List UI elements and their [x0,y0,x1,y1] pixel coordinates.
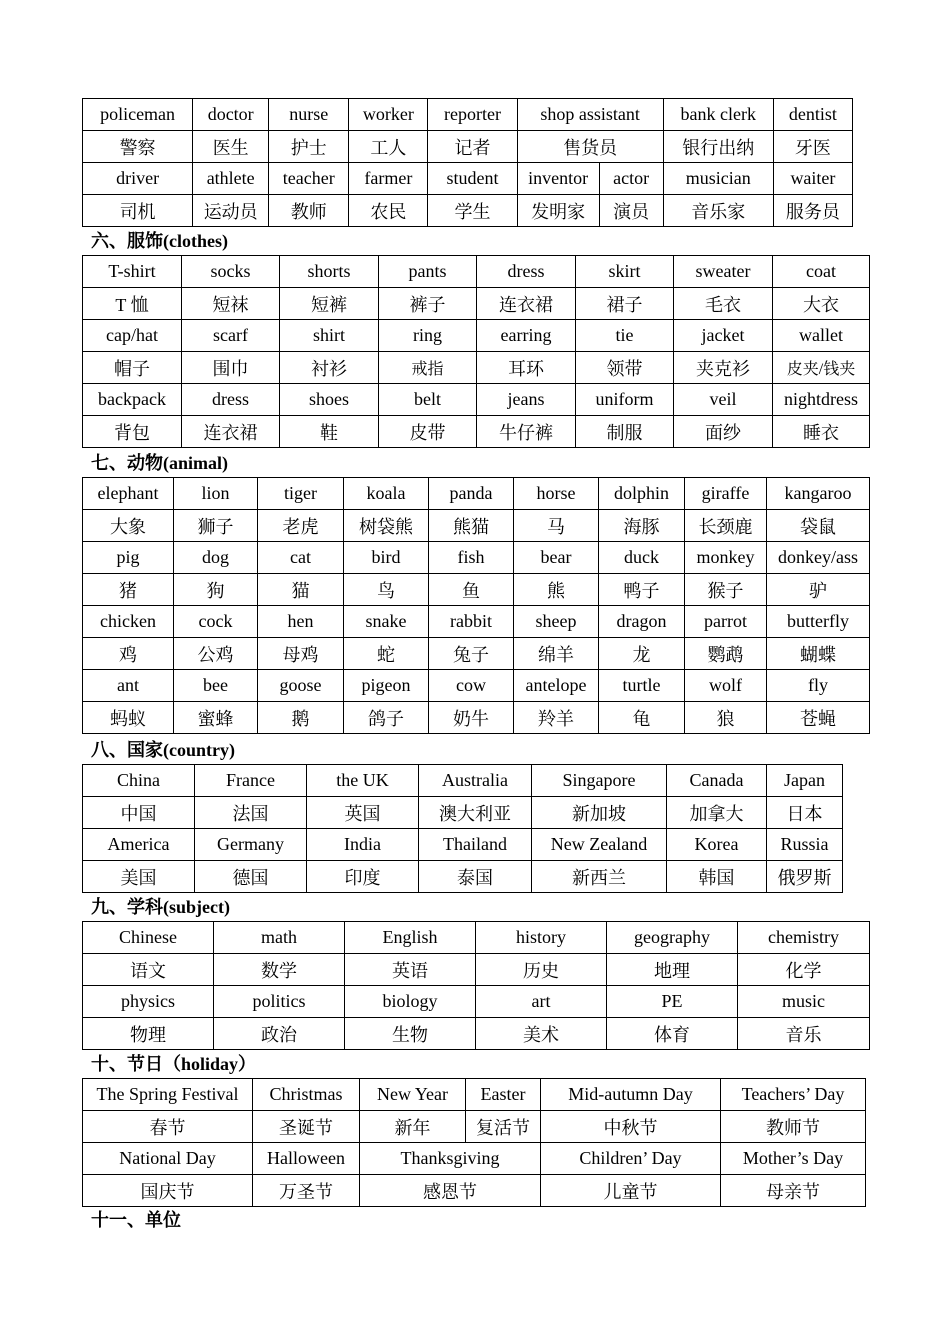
table-cell: musician [663,163,773,195]
table-row [83,986,870,1018]
table-cell: 蝴蝶 [767,638,870,670]
table-cell: elephant [83,478,174,510]
table-cell: America [83,829,195,861]
table-cell: 绵羊 [514,638,599,670]
table-cell: 复活节 [466,1111,541,1143]
table-cell: 羚羊 [514,702,599,734]
table-cell: 背包 [83,416,182,448]
table-cell: 圣诞节 [253,1111,360,1143]
table-cell: bear [514,542,599,574]
table-cell: cat [258,542,344,574]
table-cell: 数学 [214,954,345,986]
table-cell: dog [174,542,258,574]
table-cell: 短袜 [182,288,280,320]
table-cell: doctor [193,99,269,131]
table-cell: 龙 [599,638,685,670]
table-cell: 制服 [576,416,674,448]
table-row [83,829,843,861]
table-cell: 化学 [738,954,870,986]
table-row [83,478,870,510]
table-cell: 长颈鹿 [685,510,767,542]
table-cell: shoes [280,384,379,416]
table-cell: 戒指 [379,352,477,384]
table-cell: 树袋熊 [344,510,429,542]
table-cell: 新加坡 [532,797,667,829]
table-cell: 睡衣 [773,416,870,448]
table-cell: 夹克衫 [674,352,773,384]
table-cell: Christmas [253,1079,360,1111]
table-cell: Canada [667,765,767,797]
table-cell: parrot [685,606,767,638]
table-cell: 生物 [345,1018,476,1050]
table-cell: waiter [773,163,852,195]
table-cell: 万圣节 [253,1175,360,1207]
table-row [83,670,870,702]
table-cell: 教师 [269,195,349,227]
table-cell: 大象 [83,510,174,542]
table-cell: policeman [83,99,193,131]
table-cell: butterfly [767,606,870,638]
table-cell: dress [477,256,576,288]
table-cell: sweater [674,256,773,288]
table-cell: 龟 [599,702,685,734]
table-row [83,256,870,288]
table-cell: ring [379,320,477,352]
table-cell: reporter [428,99,517,131]
table-row [83,1111,866,1143]
table-cell: 警察 [83,131,193,163]
table-cell: 日本 [767,797,843,829]
table-cell: turtle [599,670,685,702]
table-cell: panda [429,478,514,510]
table-cell: Australia [419,765,532,797]
table-cell: 奶牛 [429,702,514,734]
table-cell: Children’ Day [541,1143,721,1175]
holiday-table [82,1078,866,1207]
table-cell: 鹦鹉 [685,638,767,670]
table-cell: music [738,986,870,1018]
table-cell: 音乐家 [663,195,773,227]
table-cell: 鸽子 [344,702,429,734]
table-cell: actor [599,163,663,195]
table-cell: inventor [517,163,599,195]
table-cell: 面纱 [674,416,773,448]
table-cell: uniform [576,384,674,416]
table-cell: 老虎 [258,510,344,542]
table-cell: 中秋节 [541,1111,721,1143]
table-cell: skirt [576,256,674,288]
table-cell: dentist [773,99,852,131]
table-cell: 语文 [83,954,214,986]
table-cell: tiger [258,478,344,510]
table-cell: 熊猫 [429,510,514,542]
table-cell: wolf [685,670,767,702]
table-cell: goose [258,670,344,702]
table-cell: 连衣裙 [477,288,576,320]
table-cell: hen [258,606,344,638]
table-cell: 医生 [193,131,269,163]
table-cell: 司机 [83,195,193,227]
table-cell: koala [344,478,429,510]
table-cell: 音乐 [738,1018,870,1050]
table-cell: the UK [307,765,419,797]
table-cell: 马 [514,510,599,542]
table-cell: biology [345,986,476,1018]
table-cell: T-shirt [83,256,182,288]
table-cell: 驴 [767,574,870,606]
table-cell: 物理 [83,1018,214,1050]
table-cell: horse [514,478,599,510]
table-cell: geography [607,922,738,954]
table-cell: 母亲节 [721,1175,866,1207]
table-cell: 美国 [83,861,195,893]
table-cell: 毛衣 [674,288,773,320]
table-cell: 牙医 [773,131,852,163]
table-cell: 狗 [174,574,258,606]
table-cell: 领带 [576,352,674,384]
table-row [83,606,870,638]
table-cell: kangaroo [767,478,870,510]
table-cell: monkey [685,542,767,574]
table-cell: Germany [195,829,307,861]
table-cell: 兔子 [429,638,514,670]
table-cell: 连衣裙 [182,416,280,448]
table-row [83,542,870,574]
table-cell: Korea [667,829,767,861]
table-cell: duck [599,542,685,574]
table-cell: scarf [182,320,280,352]
table-cell: nurse [269,99,349,131]
table-row [83,99,853,131]
table-cell: jeans [477,384,576,416]
clothes-table [82,255,870,448]
table-cell: driver [83,163,193,195]
table-cell: Japan [767,765,843,797]
section-heading-animal: 七、动物(animal) [91,453,228,473]
table-row [83,384,870,416]
table-cell: New Zealand [532,829,667,861]
subject-table [82,921,870,1050]
table-cell: 运动员 [193,195,269,227]
table-cell: 鹅 [258,702,344,734]
table-cell: earring [477,320,576,352]
table-cell: 韩国 [667,861,767,893]
table-row [83,320,870,352]
table-row [83,922,870,954]
table-cell: dress [182,384,280,416]
table-row [83,1175,866,1207]
table-cell: 猴子 [685,574,767,606]
table-cell: 服务员 [773,195,852,227]
table-cell: shop assistant [517,99,663,131]
table-cell: bee [174,670,258,702]
table-cell: 工人 [349,131,428,163]
table-cell: 加拿大 [667,797,767,829]
table-cell: Chinese [83,922,214,954]
table-cell: cow [429,670,514,702]
table-cell: shorts [280,256,379,288]
table-cell: veil [674,384,773,416]
table-cell: 狼 [685,702,767,734]
table-cell: Mid-autumn Day [541,1079,721,1111]
table-cell: 教师节 [721,1111,866,1143]
table-cell: 鞋 [280,416,379,448]
table-cell: China [83,765,195,797]
table-cell: 鸡 [83,638,174,670]
table-cell: 演员 [599,195,663,227]
table-cell: 澳大利亚 [419,797,532,829]
table-row [83,163,853,195]
table-cell: 儿童节 [541,1175,721,1207]
table-row [83,954,870,986]
table-cell: 记者 [428,131,517,163]
table-cell: Thailand [419,829,532,861]
table-cell: backpack [83,384,182,416]
table-cell: antelope [514,670,599,702]
table-cell: 短裤 [280,288,379,320]
table-cell: history [476,922,607,954]
section-heading-holiday: 十、节日（holiday） [91,1054,257,1074]
table-cell: 体育 [607,1018,738,1050]
table-cell: 蜜蜂 [174,702,258,734]
table-cell: art [476,986,607,1018]
table-row [83,638,870,670]
table-row [83,416,870,448]
section-heading-clothes: 六、服饰(clothes) [91,231,228,251]
table-cell: cock [174,606,258,638]
table-row [83,861,843,893]
table-row [83,574,870,606]
table-row [83,510,870,542]
table-cell: 鸭子 [599,574,685,606]
table-cell: Easter [466,1079,541,1111]
table-cell: T 恤 [83,288,182,320]
table-row [83,797,843,829]
table-cell: 围巾 [182,352,280,384]
table-cell: 感恩节 [360,1175,541,1207]
table-cell: Singapore [532,765,667,797]
table-cell: English [345,922,476,954]
section-heading-units: 十一、单位 [91,1210,181,1230]
table-cell: 护士 [269,131,349,163]
table-cell: 国庆节 [83,1175,253,1207]
table-cell: pig [83,542,174,574]
table-cell: 历史 [476,954,607,986]
table-cell: 牛仔裤 [477,416,576,448]
table-cell: shirt [280,320,379,352]
table-cell: 学生 [428,195,517,227]
table-cell: chemistry [738,922,870,954]
table-cell: 农民 [349,195,428,227]
table-cell: physics [83,986,214,1018]
table-cell: New Year [360,1079,466,1111]
table-cell: 新年 [360,1111,466,1143]
table-cell: 海豚 [599,510,685,542]
table-cell: 泰国 [419,861,532,893]
table-cell: 鱼 [429,574,514,606]
table-cell: 春节 [83,1111,253,1143]
table-cell: 帽子 [83,352,182,384]
table-cell: 英国 [307,797,419,829]
table-cell: belt [379,384,477,416]
table-cell: 银行出纳 [663,131,773,163]
table-row [83,195,853,227]
table-cell: Halloween [253,1143,360,1175]
table-cell: 公鸡 [174,638,258,670]
table-cell: 法国 [195,797,307,829]
table-cell: socks [182,256,280,288]
section-heading-subject: 九、学科(subject) [91,897,230,917]
table-row [83,702,870,734]
table-row [83,131,853,163]
table-cell: worker [349,99,428,131]
table-cell: PE [607,986,738,1018]
table-cell: 发明家 [517,195,599,227]
table-cell: India [307,829,419,861]
table-cell: 鸟 [344,574,429,606]
table-cell: jacket [674,320,773,352]
table-row [83,765,843,797]
table-cell: 地理 [607,954,738,986]
table-row [83,1018,870,1050]
table-cell: student [428,163,517,195]
table-cell: bird [344,542,429,574]
table-cell: ant [83,670,174,702]
table-cell: athlete [193,163,269,195]
table-row [83,352,870,384]
table-cell: 售货员 [517,131,663,163]
table-cell: tie [576,320,674,352]
table-cell: 熊 [514,574,599,606]
table-row [83,1079,866,1111]
table-cell: 蛇 [344,638,429,670]
table-cell: 俄罗斯 [767,861,843,893]
table-cell: 猪 [83,574,174,606]
table-cell: donkey/ass [767,542,870,574]
table-row [83,1143,866,1175]
table-cell: The Spring Festival [83,1079,253,1111]
table-cell: 裤子 [379,288,477,320]
table-cell: 袋鼠 [767,510,870,542]
table-cell: lion [174,478,258,510]
table-cell: 英语 [345,954,476,986]
table-cell: math [214,922,345,954]
table-cell: 皮带 [379,416,477,448]
table-cell: giraffe [685,478,767,510]
table-cell: dolphin [599,478,685,510]
table-cell: 美术 [476,1018,607,1050]
table-cell: 新西兰 [532,861,667,893]
table-cell: nightdress [773,384,870,416]
table-cell: Thanksgiving [360,1143,541,1175]
table-cell: 蚂蚁 [83,702,174,734]
table-cell: bank clerk [663,99,773,131]
table-cell: France [195,765,307,797]
table-cell: 裙子 [576,288,674,320]
table-cell: snake [344,606,429,638]
occupations-table [82,98,853,227]
table-cell: 狮子 [174,510,258,542]
table-cell: fly [767,670,870,702]
table-cell: farmer [349,163,428,195]
table-cell: 母鸡 [258,638,344,670]
country-table [82,764,843,893]
animal-table [82,477,870,734]
table-cell: wallet [773,320,870,352]
table-cell: dragon [599,606,685,638]
table-cell: rabbit [429,606,514,638]
section-heading-country: 八、国家(country) [91,740,235,760]
table-cell: pants [379,256,477,288]
table-cell: teacher [269,163,349,195]
table-cell: chicken [83,606,174,638]
table-cell: 政治 [214,1018,345,1050]
table-cell: cap/hat [83,320,182,352]
table-cell: 大衣 [773,288,870,320]
table-cell: National Day [83,1143,253,1175]
table-cell: Russia [767,829,843,861]
table-cell: politics [214,986,345,1018]
table-cell: 猫 [258,574,344,606]
table-cell: pigeon [344,670,429,702]
table-row [83,288,870,320]
table-cell: Mother’s Day [721,1143,866,1175]
table-cell: 耳环 [477,352,576,384]
table-cell: 中国 [83,797,195,829]
table-cell: 印度 [307,861,419,893]
table-cell: fish [429,542,514,574]
table-cell: 苍蝇 [767,702,870,734]
table-cell: coat [773,256,870,288]
table-cell: 衬衫 [280,352,379,384]
table-cell: 德国 [195,861,307,893]
table-cell: Teachers’ Day [721,1079,866,1111]
table-cell: 皮夹/钱夹 [773,352,870,384]
table-cell: sheep [514,606,599,638]
